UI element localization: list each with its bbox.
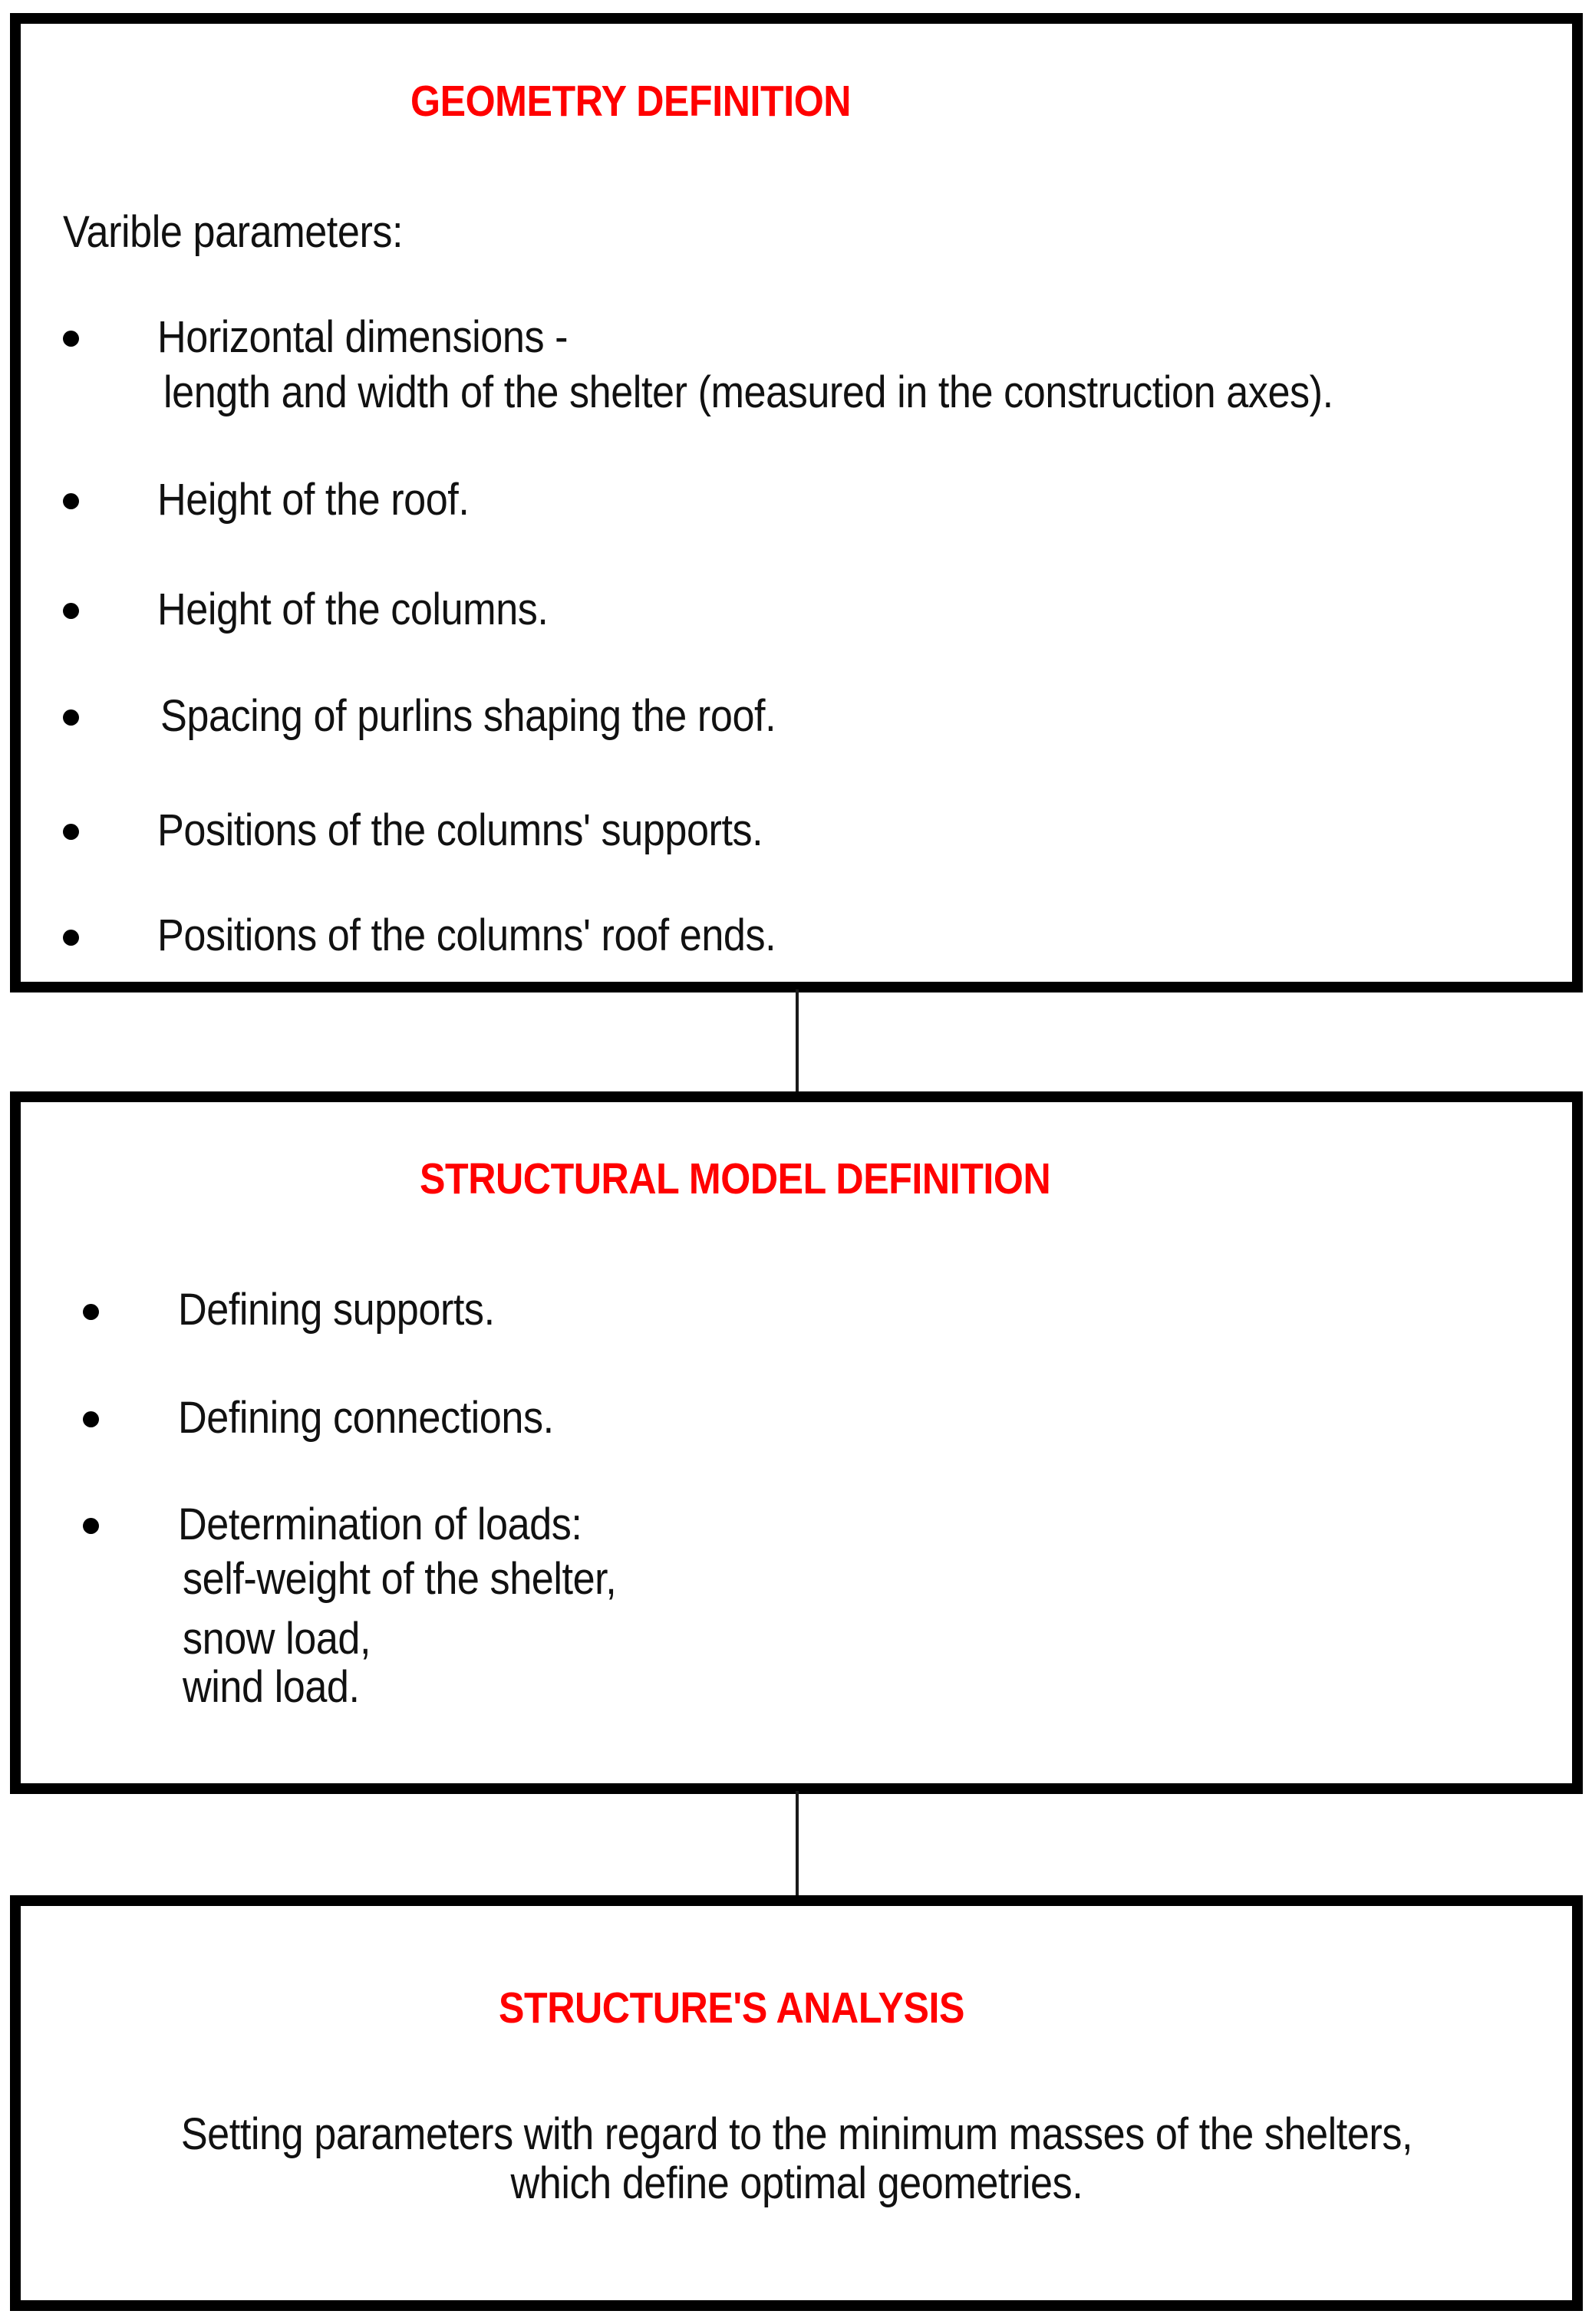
bullet-icon (63, 603, 79, 619)
list-item-determination-of-loads: Determination of loads: (178, 1499, 582, 1549)
list-item-horizontal-dimensions-detail: length and width of the shelter (measured in the construction axes). (163, 367, 1333, 417)
load-self-weight: self-weight of the shelter, (183, 1554, 617, 1604)
flow-connector (796, 989, 799, 1094)
list-item-column-height: Height of the columns. (157, 584, 549, 634)
flow-connector (796, 1791, 799, 1898)
analysis-description-line-1: Setting parameters with regard to the minimum masses of the shelters, (180, 2109, 1413, 2159)
load-snow: snow load, (183, 1614, 371, 1664)
bullet-icon (63, 709, 79, 726)
variable-parameters-label: Varible parameters: (63, 207, 404, 257)
structure-analysis-title: STRUCTURE'S ANALYSIS (499, 1983, 964, 2033)
analysis-description-line-2: which define optimal geometries. (510, 2158, 1083, 2208)
list-item-column-roof-ends: Positions of the columns' roof ends. (157, 910, 776, 960)
bullet-icon (63, 824, 79, 840)
bullet-icon (83, 1411, 99, 1427)
list-item-defining-connections: Defining connections. (178, 1393, 554, 1443)
structural-model-definition-title: STRUCTURAL MODEL DEFINITION (420, 1154, 1051, 1203)
load-wind: wind load. (183, 1662, 360, 1712)
list-item-defining-supports: Defining supports. (178, 1285, 495, 1335)
geometry-definition-title: GEOMETRY DEFINITION (410, 77, 852, 126)
bullet-icon (63, 493, 79, 509)
bullet-icon (83, 1518, 99, 1534)
list-item-roof-height: Height of the roof. (157, 475, 470, 525)
list-item-purlin-spacing: Spacing of purlins shaping the roof. (160, 691, 776, 741)
list-item-horizontal-dimensions: Horizontal dimensions - (157, 312, 569, 362)
bullet-icon (63, 930, 79, 946)
list-item-column-supports: Positions of the columns' supports. (157, 805, 763, 855)
structure-analysis-box (10, 1895, 1583, 2311)
bullet-icon (83, 1304, 99, 1320)
bullet-icon (63, 331, 79, 347)
